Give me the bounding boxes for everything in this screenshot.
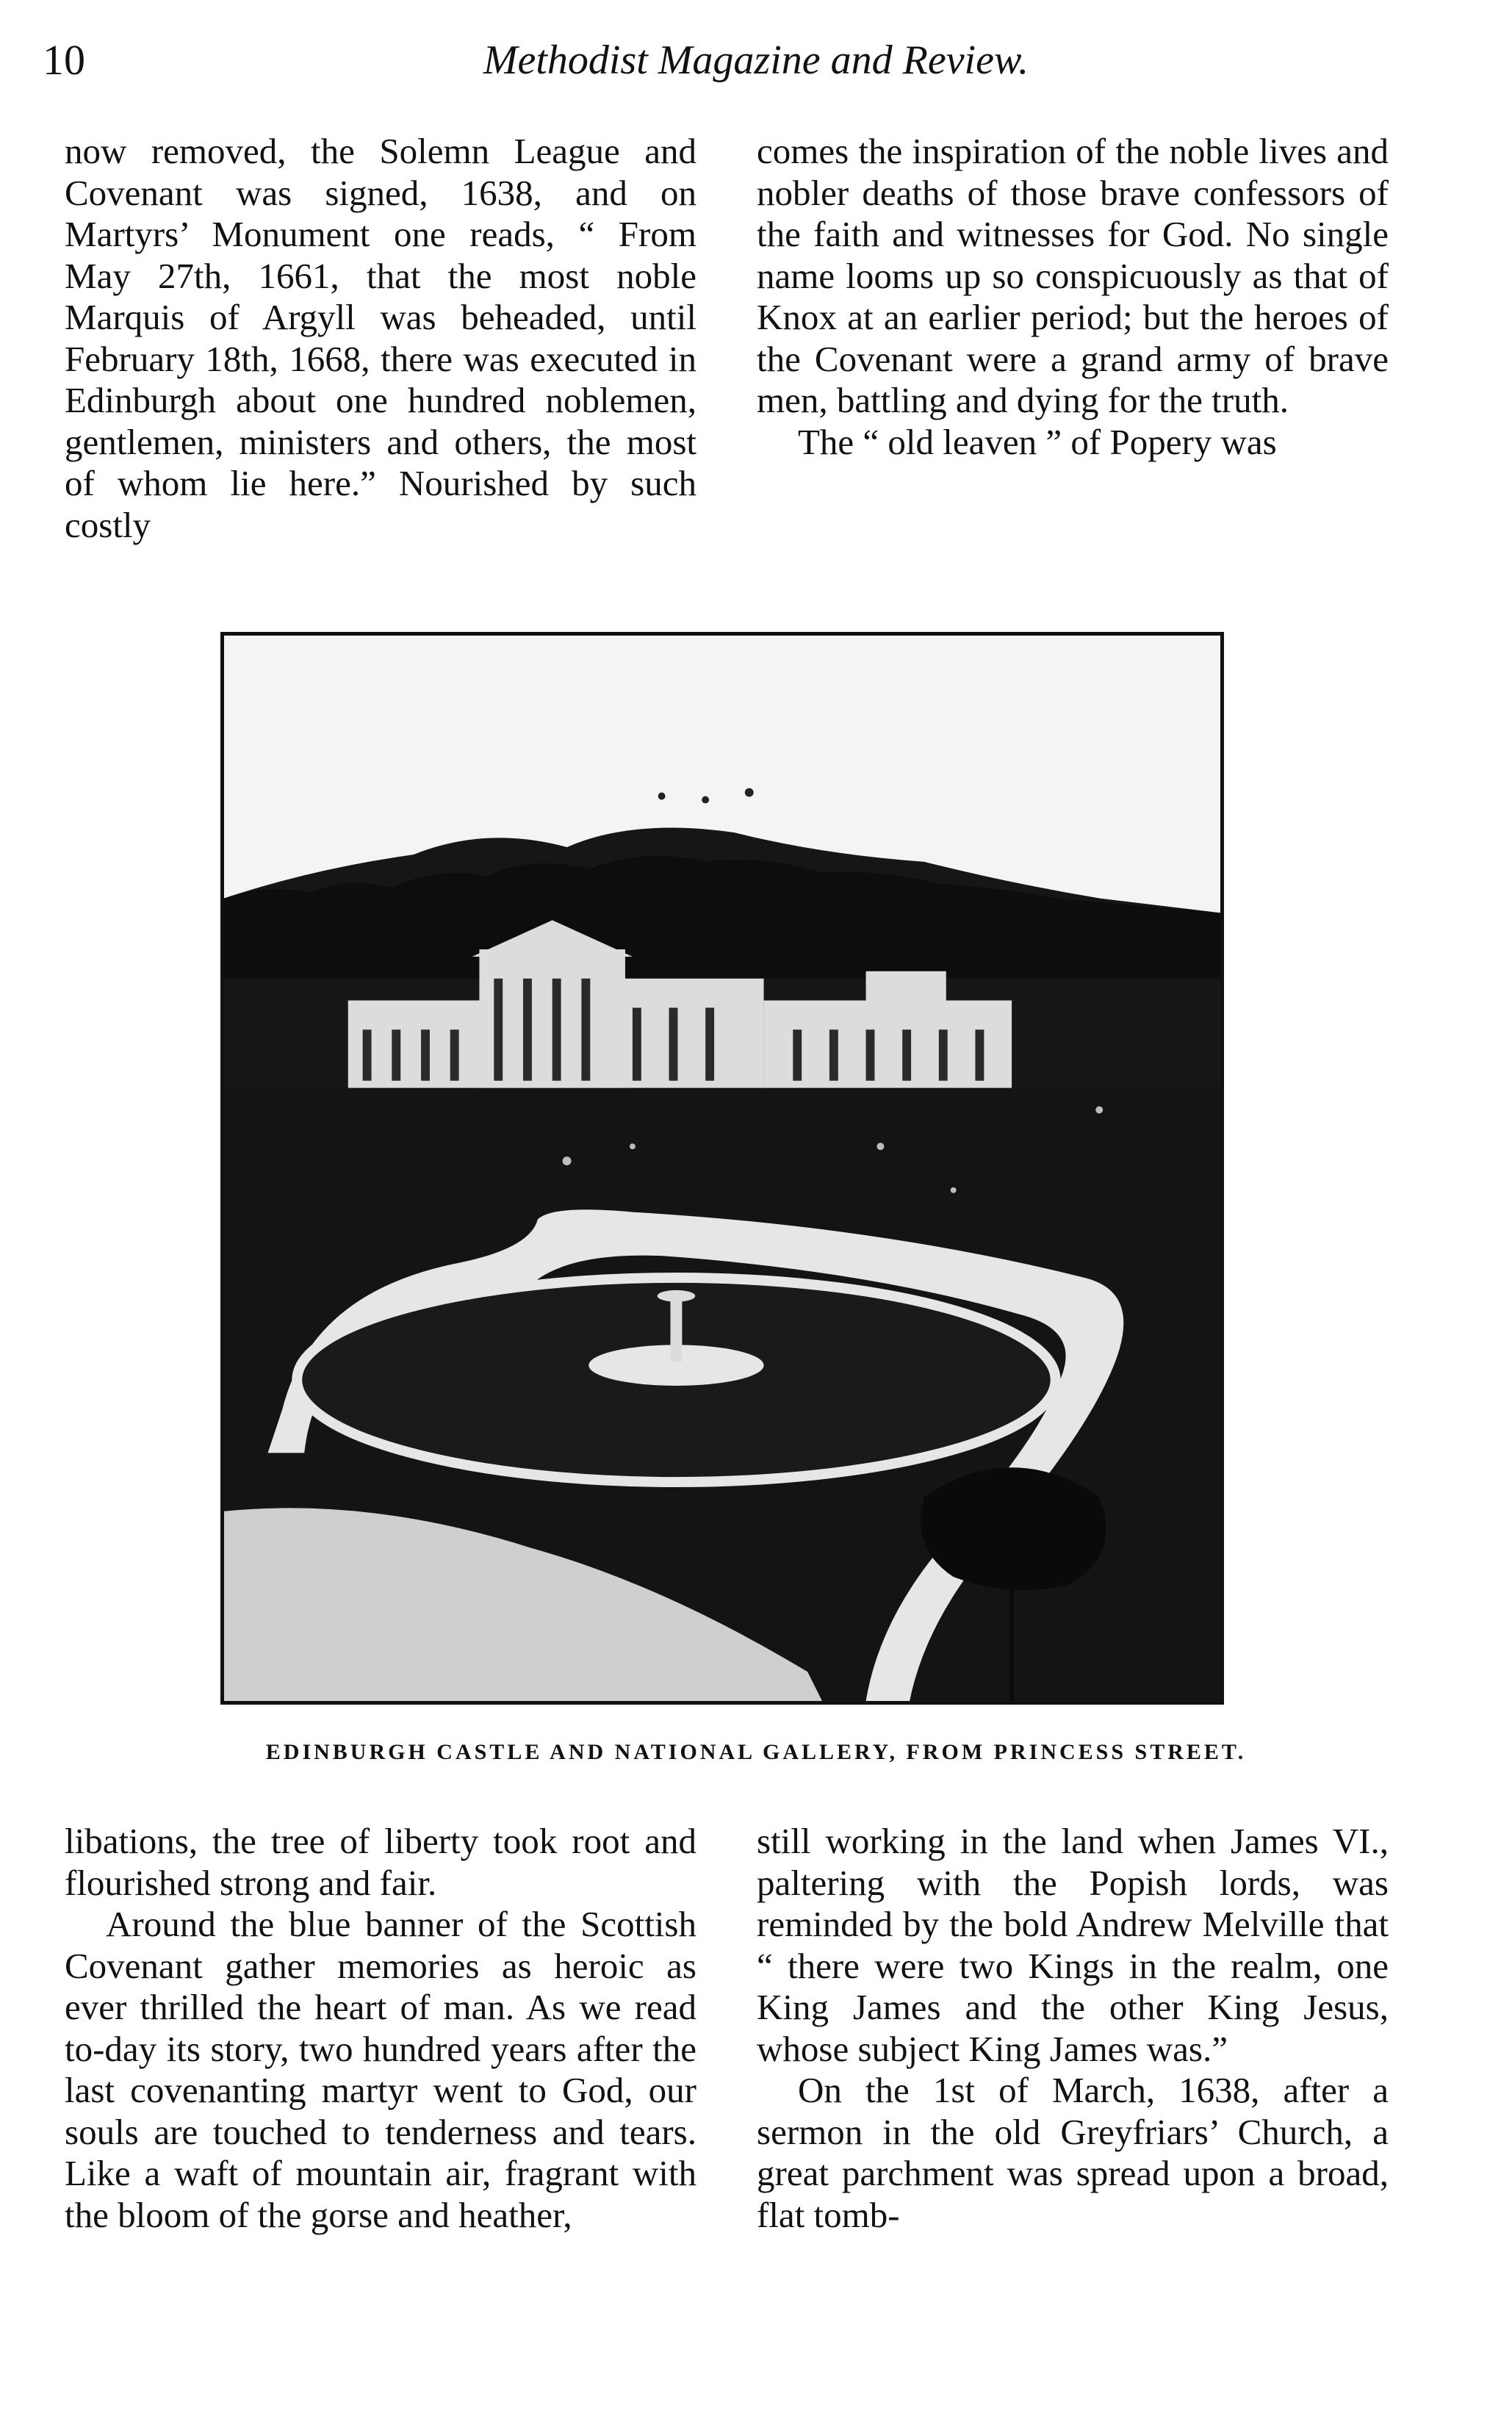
journal-title: Methodist Magazine and Review. — [483, 37, 1029, 83]
column-bottom-right — [757, 1821, 1389, 2236]
column-bottom-left — [65, 1821, 696, 2236]
illustration-frame — [220, 632, 1224, 1705]
column-top-right — [757, 131, 1389, 463]
paragraph: libations, the tree of liberty took root and flourished strong and fair. — [65, 1821, 696, 1903]
figure-caption: EDINBURGH CASTLE AND NATIONAL GALLERY, FROM PRINCESS STREET. — [265, 1740, 1247, 1764]
paragraph: On the 1st of March, 1638, after a sermon in the old Greyfriars’ Church, a great parchment was spread upon a broad, flat tomb- — [757, 2070, 1389, 2235]
castle-gallery-illustration — [224, 636, 1220, 1701]
paragraph: now removed, the Solemn League and Covenant was signed, 1638, and on Martyrs’ Monument one reads, “ From May 27th, 1661, that the most noble Marquis of Argyll was beheaded, until February 18th, 1668, there was executed in Edinburgh about one hundred noblemen, gentlemen, ministers and others, the most of whom lie here.” Nourished by such costly — [65, 131, 696, 545]
paragraph: still working in the land when James VI., paltering with the Popish lords, was reminded by the bold Andrew Melville that “ there were two Kings in the realm, one King James and the other King Jesus, whose subject King James was.” — [757, 1821, 1389, 2069]
column-top-left — [65, 131, 696, 546]
running-head — [0, 31, 1512, 90]
paragraph: The “ old leaven ” of Popery was — [798, 421, 1277, 462]
page-number: 10 — [43, 36, 85, 84]
paragraph: comes the inspiration of the noble lives and nobler deaths of those brave confessors of the faith and witnesses for God. No single name looms up so conspicuously as that of Knox at an earlier period; but the heroes of the Covenant were a grand army of brave men, battling and dying for the truth. — [757, 131, 1389, 420]
paragraph: Around the blue banner of the Scottish Covenant gather memories as heroic as ever thrilled the heart of man. As we read to-day its story, two hundred years after the last covenanting martyr went to God, our souls are touched to tenderness and tears. Like a waft of mountain air, fragrant with the bloom of the gorse and heather, — [65, 1904, 696, 2235]
